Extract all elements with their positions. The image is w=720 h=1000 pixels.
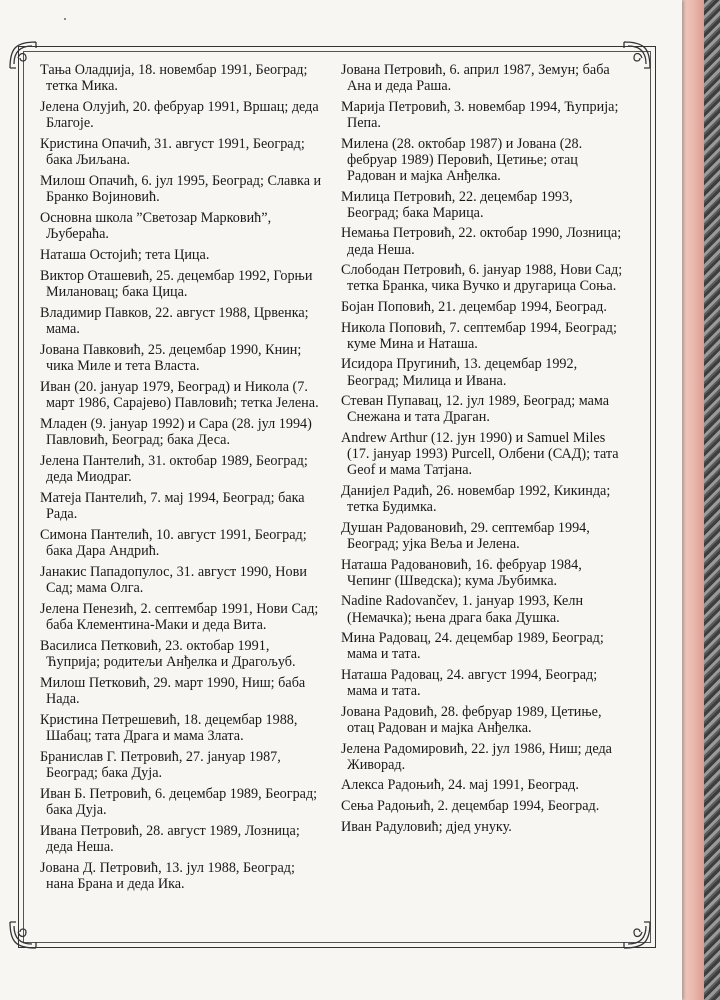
dedication-entry: Јанакис Пападопулос, 31. август 1990, Нови Сад; мама Олга. xyxy=(40,563,307,596)
dedication-entry: Стеван Пупавац, 12. јул 1989, Београд; мама Снежана и тата Драган. xyxy=(341,393,610,426)
dedication-entry: Кристина Опачић, 31. август 1991, Београд; бака Љиљана. xyxy=(40,136,305,169)
dedication-entry: Јелена Радомировић, 22. јул 1986, Ниш; деда Живорад. xyxy=(341,740,612,773)
dedication-entry: Исидора Пругинић, 13. децембар 1992, Београд; Милица и Ивана. xyxy=(341,356,578,389)
corner-ornament-icon xyxy=(620,918,654,952)
dedication-entry: Милош Опачић, 6. јул 1995, Београд; Славка и Бранко Војиновић. xyxy=(40,173,322,206)
dedication-entry: Andrew Arthur (12. јун 1990) и Samuel Miles (17. јануар 1993) Purcell, Олбени (САД); тата Geof и мама Татјана. xyxy=(341,429,619,479)
dedication-entry: Владимир Павков, 22. август 1988, Црвенка; мама. xyxy=(40,304,309,337)
dedication-entry: Наташа Радовац, 24. август 1994, Београд; мама и тата. xyxy=(341,666,598,700)
dedication-entry: Јована Петровић, 6. април 1987, Земун; баба Ана и деда Раша. xyxy=(341,62,610,95)
dedication-entry: Иван Радуловић; дјед унуку. xyxy=(341,818,512,835)
dedication-entry: Иван Б. Петровић, 6. децембар 1989, Београд; бака Дуја. xyxy=(40,785,318,818)
dedication-entry: Данијел Радић, 26. новембар 1992, Кикинда; тетка Будимка. xyxy=(341,482,611,516)
dedication-entry: Наташа Остојић; тета Цица. xyxy=(40,247,210,263)
dedication-entry: Слободан Петровић, 6. јануар 1988, Нови Сад; тетка Бранка, чика Вучко и другарица Соња. xyxy=(341,262,623,295)
dedication-entry: Душан Радовановић, 29. септембар 1994, Београд; ујка Веља и Јелена. xyxy=(341,519,590,552)
book-cover-edge xyxy=(680,0,704,1000)
dedication-entry: Виктор Оташевић, 25. децембар 1992, Горњи Милановац; бака Цица. xyxy=(40,267,313,300)
dedication-entry: Немања Петровић, 22. октобар 1990, Лозница; деда Неша. xyxy=(341,225,622,258)
dedication-entry: Младен (9. јануар 1992) и Сара (28. јул 1994) Павловић, Београд; бака Деса. xyxy=(40,415,312,448)
dedication-entry: Nadine Radovančev, 1. јануар 1993, Келн (Немачка); њена драга бака Душка. xyxy=(341,593,584,626)
book-binding-edge xyxy=(704,0,720,1000)
corner-ornament-icon xyxy=(6,38,40,72)
dedication-entry: Марија Петровић, 3. новембар 1994, Ћуприја; Пепа. xyxy=(341,98,619,131)
dedication-entry: Јелена Олујић, 20. фебруар 1991, Вршац; деда Благоје. xyxy=(40,99,319,132)
dedication-entry: Симона Пантелић, 10. август 1991, Београд; бака Дара Андрић. xyxy=(40,526,307,559)
left-column xyxy=(40,62,322,897)
dedication-entry: Иван (20. јануар 1979, Београд) и Никола (7. март 1986, Сарајево) Павловић; тетка Јелена. xyxy=(40,378,319,411)
dedication-entry: Јована Д. Петровић, 13. јул 1988, Београд; нана Брана и деда Ика. xyxy=(40,859,295,892)
corner-ornament-icon xyxy=(620,38,654,72)
dedication-entry: Јована Павковић, 25. децембар 1990, Книн; чика Миле и тета Власта. xyxy=(40,341,302,374)
dedication-entry: Наташа Радовановић, 16. фебруар 1984, Чепинг (Шведска); кума Љубимка. xyxy=(341,556,582,589)
dedication-entry: Бојан Поповић, 21. децембар 1994, Београд. xyxy=(341,298,607,315)
dedication-entry: Јелена Пантелић, 31. октобар 1989, Београд; деда Миодраг. xyxy=(40,452,308,485)
dedication-entry: Василиса Петковић, 23. октобар 1991, Ћуприја; родитељи Анђелка и Драгољуб. xyxy=(40,637,296,670)
dedication-entry: Кристина Петрешевић, 18. децембар 1988, Шабац; тата Драга и мама Злата. xyxy=(40,711,298,744)
dedication-entry: Мина Радовац, 24. децембар 1989, Београд; мама и тата. xyxy=(341,630,604,663)
scan-speck xyxy=(64,18,66,20)
dedication-entry: Сења Радоњић, 2. децембар 1994, Београд. xyxy=(341,797,600,814)
dedication-entry: Матеја Пантелић, 7. мај 1994, Београд; бака Рада. xyxy=(40,489,305,522)
dedication-entry: Милош Петковић, 29. март 1990, Ниш; баба Нада. xyxy=(40,674,306,707)
dedication-entry: Тања Оладџија, 18. новембар 1991, Београд; тетка Мика. xyxy=(40,62,308,95)
dedication-entry: Милена (28. октобар 1987) и Јована (28. фебруар 1989) Перовић, Цетиње; отац Радован и мајка Анђелка. xyxy=(341,135,583,184)
dedication-entry: Основна школа ”Светозар Марковић”, Љубераћа. xyxy=(40,210,272,243)
dedication-entry: Бранислав Г. Петровић, 27. јануар 1987, Београд; бака Дуја. xyxy=(40,748,281,781)
dedication-entry: Јована Радовић, 28. фебруар 1989, Цетиње, отац Радован и мајка Анђелка. xyxy=(341,703,602,736)
corner-ornament-icon xyxy=(6,918,40,952)
dedication-entry: Алекса Радоњић, 24. мај 1991, Београд. xyxy=(341,777,579,794)
dedication-entry: Јелена Пенезић, 2. септембар 1991, Нови Сад; баба Клементина-Маки и деда Вита. xyxy=(40,600,319,633)
dedication-entry: Никола Поповић, 7. септембар 1994, Београд; куме Мина и Наташа. xyxy=(341,319,617,352)
right-column xyxy=(341,62,623,839)
dedication-entry: Милица Петровић, 22. децембар 1993, Београд; бака Марица. xyxy=(341,188,573,221)
dedication-entry: Ивана Петровић, 28. август 1989, Лозница; деда Неша. xyxy=(40,822,300,855)
